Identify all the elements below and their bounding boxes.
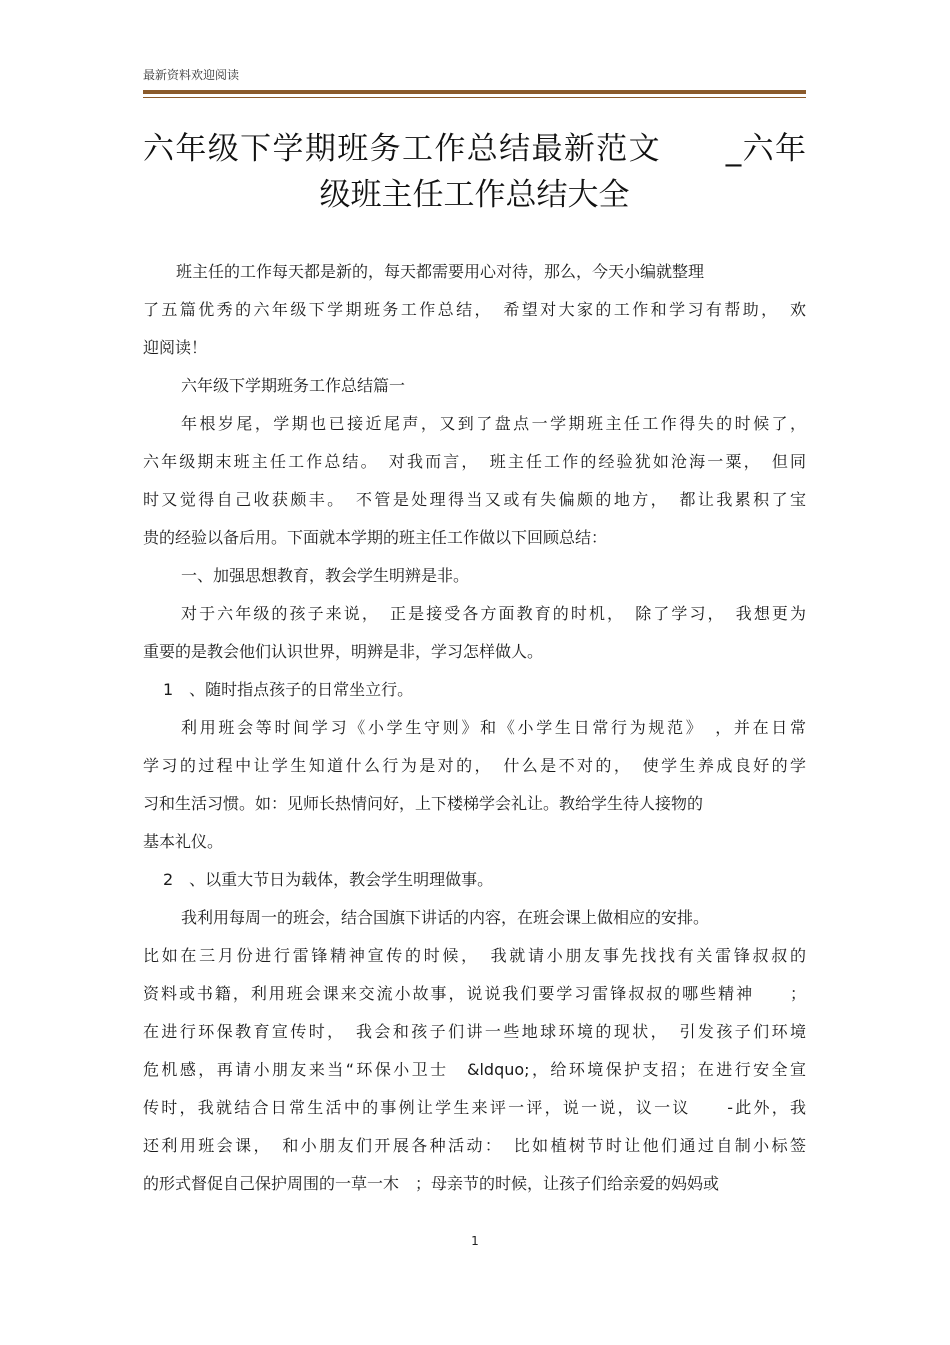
text-line: 学习的过程中让学生知道什么行为是对的， 什么是不对的， 使学生养成良好的学 (143, 756, 806, 775)
text-line: 时又觉得自己收获颇丰。 不管是处理得当又或有失偏颇的地方， 都让我累积了宝 (143, 490, 806, 509)
title-line-2: 级班主任工作总结大全 (319, 177, 630, 213)
document-title (143, 126, 806, 218)
text-line: 年根岁尾，学期也已接近尾声，又到了盘点一学期班主任工作得失的时候了， (181, 414, 806, 433)
page-number: 1 (471, 1234, 479, 1248)
text-line: 了五篇优秀的六年级下学期班务工作总结， 希望对大家的工作和学习有帮助， 欢 (143, 300, 806, 319)
text-line: 传时，我就结合日常生活中的事例让学生来评一评，说一说，议一议 -此外，我 (143, 1098, 806, 1117)
text-line: 重要的是教会他们认识世界，明辨是非，学习怎样做人。 (143, 642, 544, 661)
header-rule-thin (143, 97, 806, 98)
list-heading: 1 、随时指点孩子的日常坐立行。 (163, 680, 414, 699)
text-line: 基本礼仪。 (143, 832, 224, 851)
text-line: 在进行环保教育宣传时， 我会和孩子们讲一些地球环境的现状， 引发孩子们环境 (143, 1022, 806, 1041)
text-line: 危机感，再请小朋友来当“环保小卫士 &ldquo;，给环境保护支招；在进行安全宣 (143, 1060, 806, 1079)
list-heading: 2 、以重大节日为载体，教会学生明理做事。 (163, 870, 494, 889)
text-line: 还利用班会课， 和小朋友们开展各种活动： 比如植树节时让他们通过自制小标签 (143, 1136, 806, 1155)
text-line: 的形式督促自己保护周围的一草一木 ；母亲节的时候，让孩子们给亲爱的妈妈或 (143, 1174, 720, 1193)
text-line: 我利用每周一的班会，结合国旗下讲话的内容，在班会课上做相应的安排。 (181, 908, 710, 927)
title-line-1: 六年级下学期班务工作总结最新范文 _六年 (143, 131, 806, 167)
header-rule-thick (143, 90, 806, 94)
text-line: 资料或书籍，利用班会课来交流小故事，说说我们要学习雷锋叔叔的哪些精神 ； (143, 984, 806, 1003)
text-line: 班主任的工作每天都是新的，每天都需要用心对待，那么，今天小编就整理 (176, 262, 705, 281)
text-line: 六年级期末班主任工作总结。 对我而言， 班主任工作的经验犹如沧海一粟， 但同 (143, 452, 806, 471)
text-line: 迎阅读！ (143, 338, 208, 357)
text-line: 比如在三月份进行雷锋精神宣传的时候， 我就请小朋友事先找找有关雷锋叔叔的 (143, 946, 806, 965)
document-body (143, 258, 806, 1208)
section-heading: 一、加强思想教育，教会学生明辨是非。 (181, 566, 470, 585)
text-line: 贵的经验以备后用。下面就本学期的班主任工作做以下回顾总结： (143, 528, 608, 547)
text-line: 利用班会等时间学习《小学生守则》和《小学生日常行为规范》 ，并在日常 (181, 718, 806, 737)
text-line: 对于六年级的孩子来说， 正是接受各方面教育的时机， 除了学习， 我想更为 (181, 604, 806, 623)
text-line: 习和生活习惯。如：见师长热情问好，上下楼梯学会礼让。教给学生待人接物的 (143, 794, 704, 813)
header-note: 最新资料欢迎阅读 (143, 68, 240, 82)
section-heading: 六年级下学期班务工作总结篇一 (181, 376, 406, 395)
